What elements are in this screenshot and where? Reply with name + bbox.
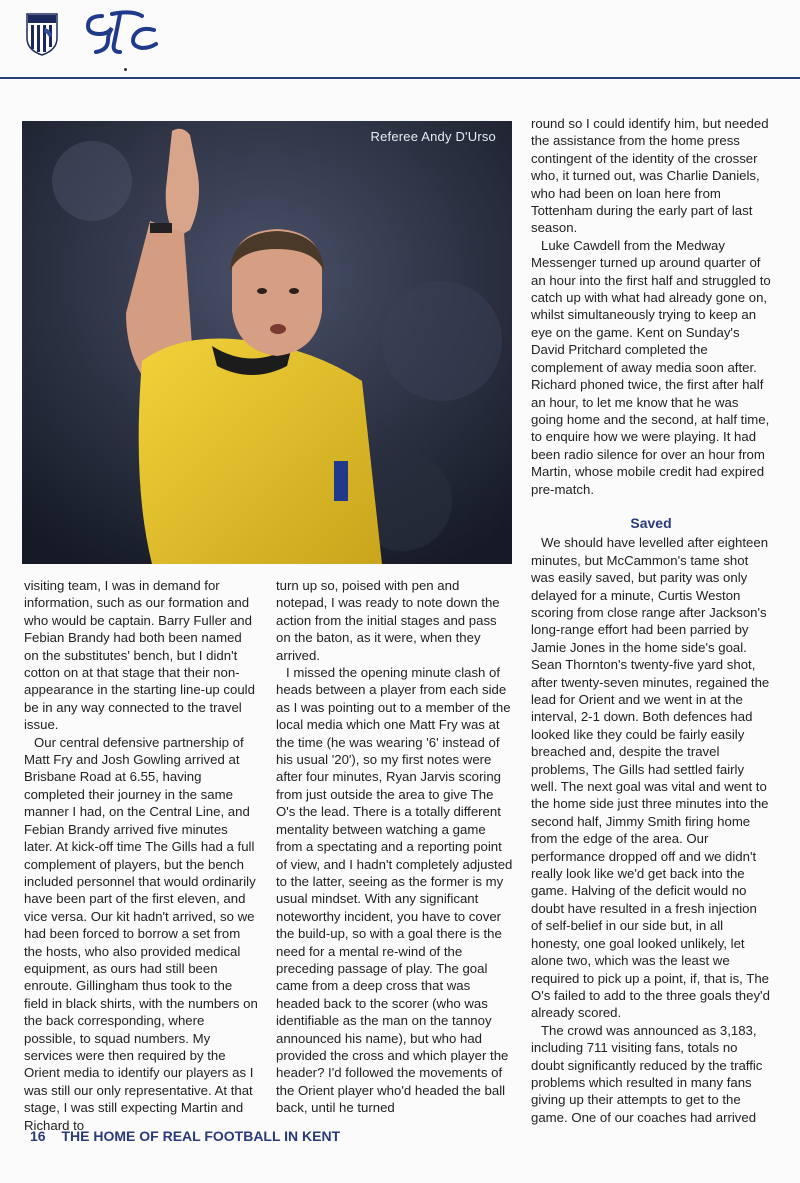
paragraph: round so I could identify him, but needed the assistance from the home press contingent of the identity of the crosser who, it turned out, was Charlie Daniels, who had been on loan here from Tottenham during the early part of last season. <box>531 116 769 236</box>
page-header <box>0 0 800 80</box>
decorative-dot <box>124 68 127 71</box>
club-crest-icon <box>25 12 59 56</box>
page-number: 16 <box>30 1128 46 1144</box>
paragraph: visiting team, I was in demand for information, such as our formation and who would be captain. Barry Fuller and Febian Brandy had both been named on the substitutes' bench, but I didn't cotton on at that stage that their non-appearance in the starting line-up could be in any way connected to the travel issue. <box>24 578 255 733</box>
paragraph: Luke Cawdell from the Medway Messenger turned up around quarter of an hour into the first half and struggled to catch up with what had already gone on, whilst simultaneously trying to keep an eye on the game. Kent on Sunday's David Pritchard completed the complement of away media soon after. Richard phoned twice, the first after half an hour, to let me know that he was going home and the second, at half time, to enquire how we were playing. It had been radio silence for over an hour from Martin, whose mobile credit had expired pre-match. <box>531 237 771 497</box>
section-subheading: Saved <box>630 514 672 531</box>
paragraph: We should have levelled after eighteen minutes, but McCammon's tame shot was easily saved, but parity was only delayed for a minute, Curtis Weston scoring from close range after Jackson's long-range effort had been parried by Jamie Jones in the home side's goal. Sean Thornton's twenty-five yard shot, after twenty-seven minutes, regained the lead for Orient and we went in at the interval, 2-1 down. Both defences had looked like they could be fairly easily breached and, despite the travel problems, The Gills had settled fairly well. The next goal was vital and went to the home side just three minutes into the second half, Jimmy Smith firing home from the edge of the area. Our performance dropped off and we didn't really look like we'd get back into the game. Halving of the deficit would no doubt have resulted in a fresh injection of self-belief in our side but, in all honesty, one goal looked unlikely, let alone two, which was the least we required to pick up a point, if, that is, The O's failed to add to the three goals they'd already scored. <box>531 535 770 1021</box>
paragraph: I missed the opening minute clash of heads between a player from each side as I was pointing out to a member of the local media which one Matt Fry was at the time (he was wearing '6' instead of his usual '20'), so my first notes were after four minutes, Ryan Jarvis scoring from just outside the area to give The O's the lead. There is a totally different mentality between watching a game from a spectating and a reporting point of view, and I hadn't completely adjusted to the latter, seeing as the former is my usual mindset. With any significant noteworthy incident, you have to cover the build-up, so with a goal there is the need for a mental re-wind of the preceding passage of play. The goal came from a deep cross that was headed back to the scorer (who was identifiable as the man on the tannoy announced his name), but who had provided the cross and which player the header? I'd followed the movements of the Orient player who'd headed the ball back, until he turned <box>276 665 513 1116</box>
footer-tagline: THE HOME OF REAL FOOTBALL IN KENT <box>61 1128 341 1144</box>
header-rule <box>0 77 800 79</box>
article-column-3 <box>531 115 771 1126</box>
paragraph: Our central defensive partnership of Matt Fry and Josh Gowling arrived at Brisbane Road at 6.55, having completed their journey in the same manner I had, on the Central Line, and Febian Brandy arrived five minutes later. At kick-off time The Gills had a full complement of players, but the bench included personnel that would ordinarily have been part of the first eleven, and vice versa. Our kit hadn't arrived, so we had been forced to borrow a set from the hosts, who also provided medical equipment, as ours had still been enroute. Gillingham thus took to the field in black shirts, with the numbers on the back corresponding, where possible, to squad numbers. My services were then required by the Orient media to identify our players as I was still our only representative. At that stage, I was still expecting Martin and Richard to <box>24 734 258 1133</box>
article-column-2 <box>276 577 513 1117</box>
paragraph: The crowd was announced as 3,183, including 711 visiting fans, totals no doubt significantly reduced by the traffic problems which resulted in many fans giving up their attempts to get to the game. One of our coaches had arrived <box>531 1022 763 1125</box>
referee-illustration <box>22 121 512 564</box>
page-footer <box>30 1128 340 1144</box>
article-column-1 <box>24 577 259 1134</box>
photo-caption: Referee Andy D'Urso <box>370 129 496 144</box>
paragraph: turn up so, poised with pen and notepad, I was ready to note down the action from the initial stages and pass on the baton, as it were, when they arrived. <box>276 578 500 663</box>
referee-photo <box>22 121 512 564</box>
gfc-monogram-logo <box>82 8 162 60</box>
